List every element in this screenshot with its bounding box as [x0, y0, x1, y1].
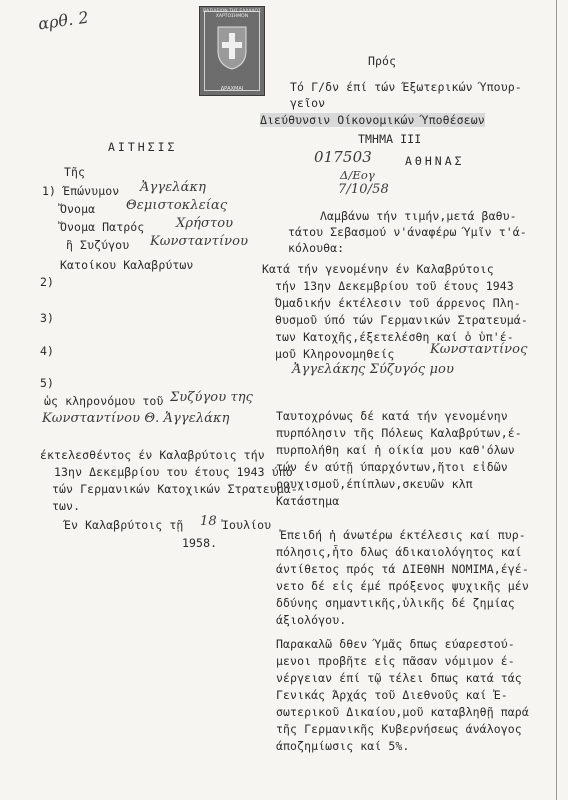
right-para4-line6: άξιολόγου. [276, 613, 347, 627]
aitisis-heading: ΑΙΤΗΣΙΣ [108, 140, 178, 154]
right-para2-line1: Κατά τήν γενομένην έν Καλαβρύτοις [262, 262, 494, 276]
right-para2-line6: μοῦ Κληρονομηθείς [275, 347, 395, 361]
heir-prefix: ὡς κληρονόμου τοῦ [44, 394, 164, 408]
father-name-value: Χρήστου [176, 216, 234, 231]
right-para3-line1: Ταυτοχρόνως δέ κατά τήν γενομένην [276, 409, 508, 423]
stamp-title-line2: ΧΑΡΤΟΣΗΜΟΝ [215, 14, 249, 19]
right-para4-line5: δδύνης σημαντικῆς,ὑλικῆς δέ ζημίας [276, 596, 515, 610]
right-para4-line4: νετο δέ εἰς έμέ πρόξενος ψυχικῆς μέν [276, 579, 529, 593]
recipient-line3: Διεύθυνσιν Οίκονομικών Ύποθέσεων [260, 113, 485, 127]
right-para4-line2: πόλησις,ἦτο δλως άδικαιολόγητος καί [276, 545, 522, 559]
right-para5-line4: Γενικάς Άρχάς τοῦ Διεθνοῦς καί Ἐ- [276, 688, 508, 702]
executed-line4: των. [52, 499, 81, 513]
right-para2-line4: θυσμοῦ ύπό τών Γερμανικών Στρατευμά- [275, 313, 528, 327]
spouse-value: Κωνσταντίνου [150, 234, 249, 249]
recipient-pros: Πρός [368, 54, 397, 68]
recipient-city: ΑΘΗΝΑΣ [405, 154, 465, 168]
recipient-line1: Τό Γ/δν έπί τών Έξωτερικών Ύπουρ- [290, 80, 522, 94]
coat-of-arms-icon [214, 23, 250, 71]
item-number-2: 2) [40, 275, 55, 289]
corner-note: αρθ. 2 [36, 7, 90, 34]
scan-edge-line [556, 0, 557, 800]
date-month: Ἰουλίου [222, 518, 272, 532]
heir-handwriting-1: Συζύγου της [170, 390, 254, 405]
right-para1-line3: κόλουθα: [288, 241, 345, 255]
stamp-title-line1: ΒΑΣΙΛΕΙΟΝ ΤΗΣ ΕΛΛΑΔΟΣ [203, 9, 261, 14]
heir-handwriting-2: Κωνσταντίνου Θ. Ἀγγελάκη [42, 411, 230, 426]
right-para3-line5: ρουχισμοῦ,έπίπλων,σκευῶν κλπ [276, 477, 473, 491]
right-para1-line2: τάτου Σεβασμού ν'άναφέρω Ύμῖν τ'ά- [288, 225, 527, 239]
right-para3-line2: πυρπόλησιν τῆς Πόλεως Καλαβρύτων,έ- [276, 426, 522, 440]
residence-line: Κατοίκου Καλαβρύτων [60, 258, 194, 272]
right-para4-line1: Ἐπειδή ἡ άνωτέρω έκτέλεσις καί πυρ- [280, 528, 526, 542]
right-para3-line3: πυρπολήθη καί ἡ οίκία μου καθ'όλων [276, 443, 515, 457]
date-prefix: Έν Καλαβρύτοις τῇ [64, 518, 184, 532]
revenue-stamp [199, 6, 265, 96]
item-number-5: 5) [40, 376, 55, 390]
date-year: 1958. [182, 536, 218, 550]
executed-line3: τών Γερμανικών Κατοχικών Στρατευμά- [52, 482, 298, 496]
right-para3-line4: τών έν αύτῇ ύπαρχόντων,ἤτοι εἰδῶν [276, 460, 508, 474]
stamp-title [200, 9, 264, 19]
right-para3-line6: Κατάστημα [276, 494, 340, 508]
right-para2-handwriting1: Κωνσταντίνος [430, 342, 528, 357]
father-name-label: Ὄνομα Πατρός [60, 220, 145, 234]
stamp-price: ΔΡΑΧΜΑΙ [220, 86, 244, 92]
recipient-line2: γεῖον [290, 96, 326, 110]
right-para5-line6: τῆς Γερμανικῆς Κυβερνήσεως άνάλογος [276, 722, 522, 736]
name-label: Ὄνομα [60, 202, 96, 216]
item-number-3: 3) [40, 311, 55, 325]
right-para2-handwriting2: Ἀγγελάκης Σύζυγός μου [292, 362, 454, 377]
right-para4-line3: άντίθετος πρός τά ΔΙΕΘΝΗ ΝΟΜΙΜΑ,έγέ- [276, 562, 529, 576]
spouse-label: ἢ Συζύγου [66, 238, 130, 252]
right-para2-line3: Όμαδικήν έκτέλεσιν τοῦ άρρενος Πλη- [275, 296, 521, 310]
right-para5-line7: άποζημίωσις καί 5%. [276, 739, 410, 753]
surname-value: Ἀγγελάκη [140, 180, 207, 195]
protocol-sub: Δ/Εογ [340, 168, 375, 182]
date-day: 18 [200, 514, 217, 529]
right-para5-line5: σωτερικοῦ Δικαίου,μοῦ καταβληθῇ παρά [276, 705, 529, 719]
right-para1-line1: Λαμβάνω τήν τιμήν,μετά βαθυ- [320, 209, 517, 223]
right-para5-line3: νέργειαν έπί τῷ τέλει δπως κατά τάς [276, 671, 522, 685]
right-para5-line1: Παρακαλῶ δθεν Ύμᾶς δπως εύαρεστού- [276, 637, 515, 651]
protocol-date: 7/10/58 [338, 182, 389, 197]
executed-line1: έκτελεσθέντος έν Καλαβρύτοις τήν [40, 448, 265, 462]
item-number-4: 4) [40, 344, 55, 358]
executed-line2: 13ην Δεκεμβρίου του έτους 1943 ύπό [54, 465, 293, 479]
name-value: Θεμιστοκλείας [126, 198, 228, 213]
tis-label: Τῆς [64, 165, 86, 179]
right-para2-line5: των Κατοχῆς,έξετελέσθη καί ὁ ὑπ'έ- [275, 330, 514, 344]
right-para5-line2: μενοι προβῆτε εἰς πᾶσαν νόμιμον έ- [276, 654, 515, 668]
right-para2-line2: τήν 13ην Δεκεμβρίου τοῦ έτους 1943 [275, 279, 514, 293]
surname-label: 1) Έπώνυμον [42, 184, 120, 198]
recipient-line4: ΤΜΗΜΑ III [358, 132, 422, 146]
protocol-number: 017503 [314, 148, 372, 166]
